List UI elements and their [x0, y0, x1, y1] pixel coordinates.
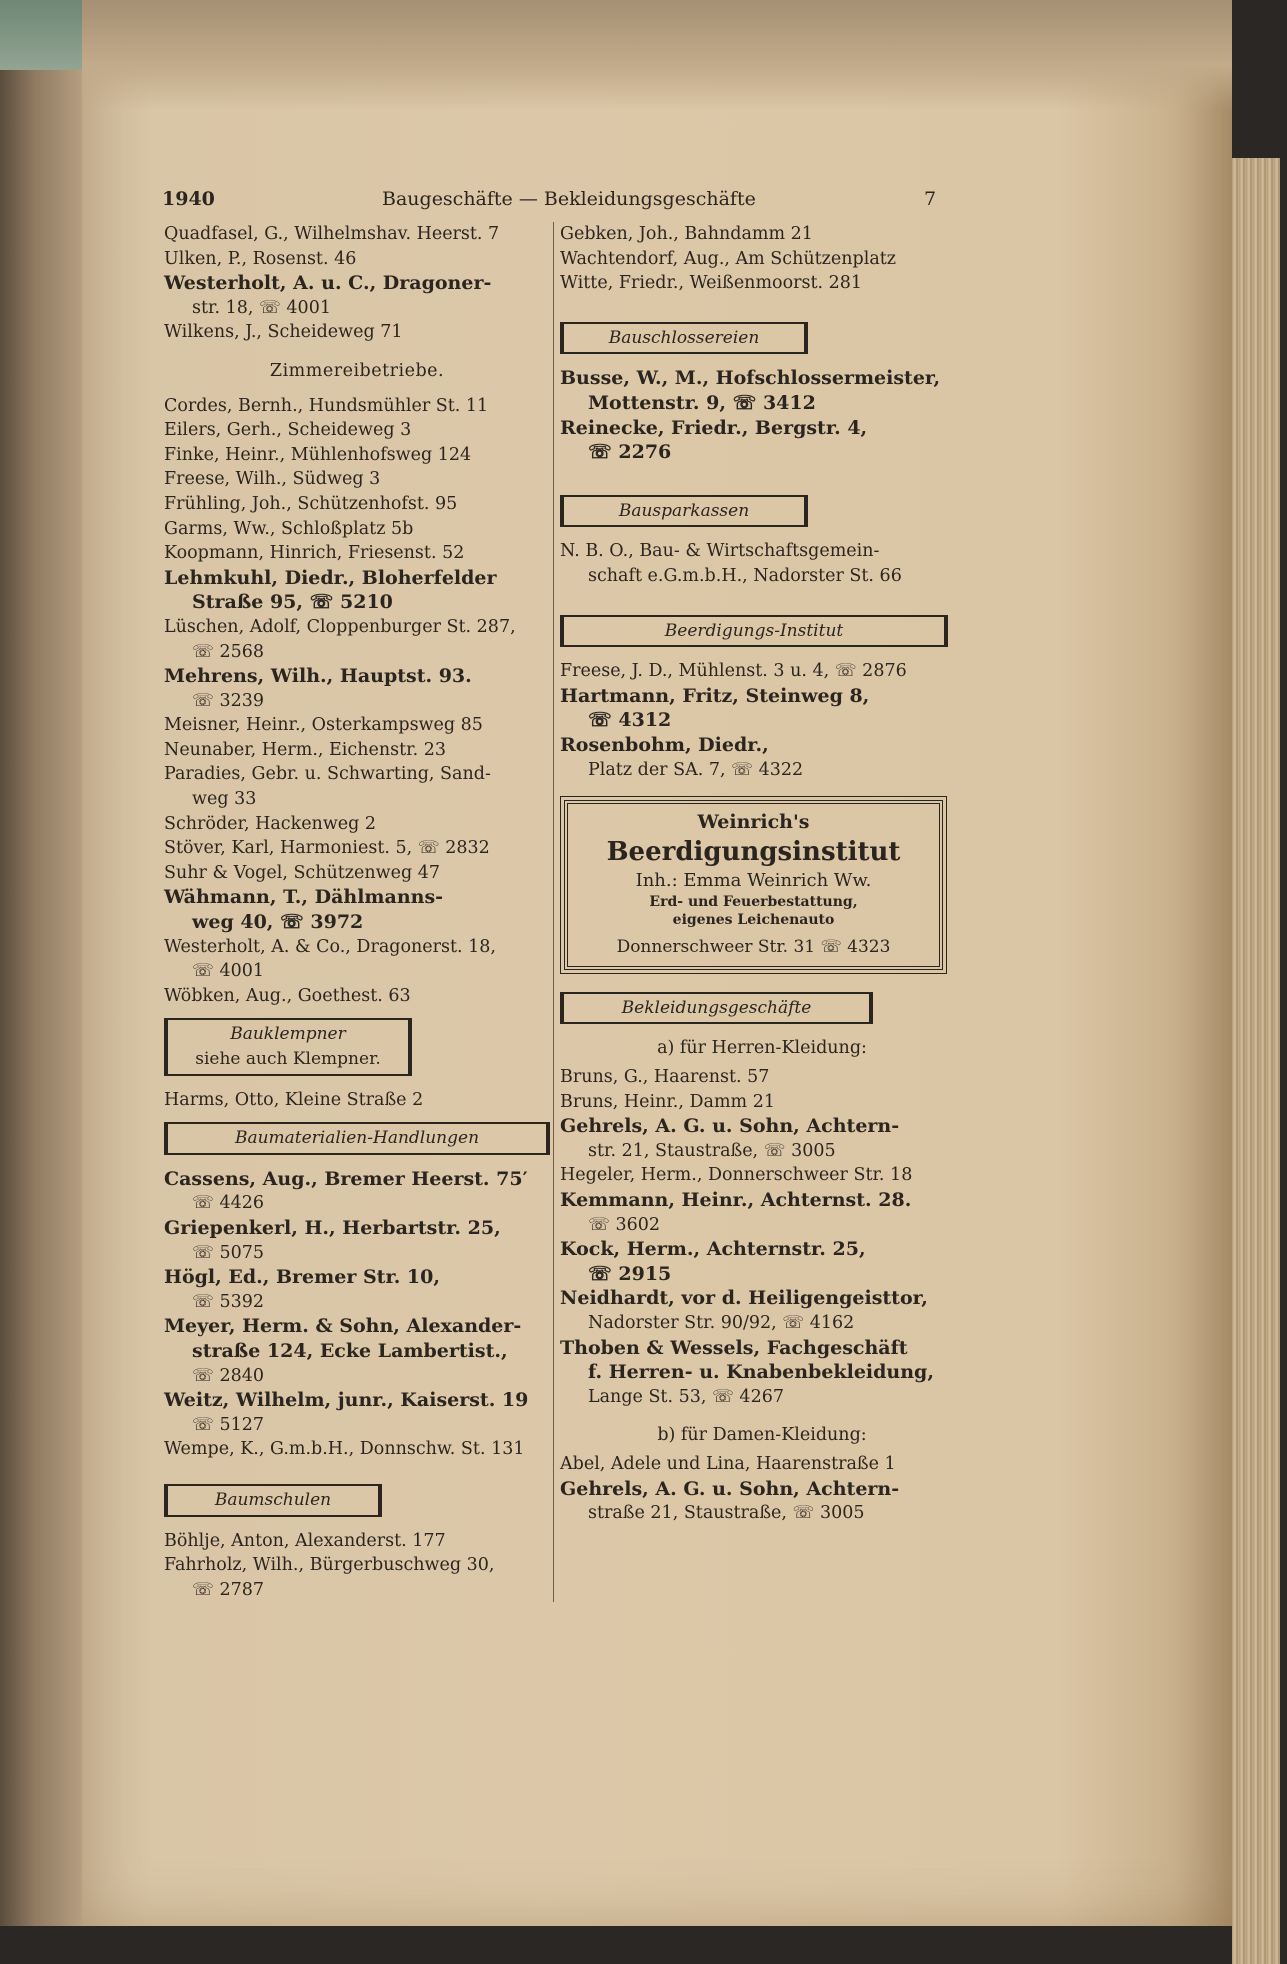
list-item: Bruns, G., Haarenst. 57	[560, 1067, 770, 1088]
list-item: Thoben & Wessels, Fachgeschäft	[560, 1336, 908, 1359]
page-stack-edge	[1232, 158, 1280, 1964]
section-box-baumschulen: Baumschulen	[164, 1484, 382, 1517]
list-item: Abel, Adele und Lina, Haarenstraße 1	[560, 1453, 896, 1474]
list-item: Böhlje, Anton, Alexanderst. 177	[164, 1530, 446, 1551]
list-item: Neunaber, Herm., Eichenstr. 23	[164, 739, 446, 760]
list-item: ☏ 3239	[192, 690, 264, 711]
list-item: Westerholt, A. & Co., Dragonerst. 18,	[164, 936, 496, 957]
list-item: Eilers, Gerh., Scheideweg 3	[164, 420, 412, 441]
list-item: Rosenbohm, Diedr.,	[560, 733, 769, 756]
list-item: ☏ 2840	[192, 1365, 264, 1386]
list-item: Cassens, Aug., Bremer Heerst. 75′	[164, 1167, 528, 1190]
ad-line: Erd- und Feuerbestattung,	[649, 894, 858, 911]
list-item: Cordes, Bernh., Hundsmühler St. 11	[164, 395, 489, 416]
list-item: Platz der SA. 7, ☏ 4322	[588, 759, 804, 780]
list-item: f. Herren- u. Knabenbekleidung,	[588, 1361, 934, 1384]
page-top-shadow	[82, 0, 1232, 110]
list-item: Meyer, Herm. & Sohn, Alexander-	[164, 1315, 522, 1338]
list-item: Lange St. 53, ☏ 4267	[588, 1386, 784, 1407]
list-item: Lüschen, Adolf, Cloppenburger St. 287,	[164, 616, 516, 637]
list-item: Freese, J. D., Mühlenst. 3 u. 4, ☏ 2876	[560, 661, 907, 682]
list-item: Ulken, P., Rosenst. 46	[164, 248, 357, 269]
section-box-title: Bauklempner	[230, 1024, 346, 1045]
list-item: Weitz, Wilhelm, junr., Kaiserst. 19	[164, 1389, 529, 1412]
list-item: Frühling, Joh., Schützenhofst. 95	[164, 493, 458, 514]
list-item: weg 33	[192, 789, 257, 810]
left-column	[164, 222, 550, 1602]
list-item: Wähmann, T., Dählmanns-	[164, 886, 444, 909]
section-heading: Zimmereibetriebe.	[269, 360, 445, 381]
list-item: Straße 95, ☏ 5210	[192, 591, 393, 614]
list-item: Schröder, Hackenweg 2	[164, 813, 377, 834]
list-item: Griepenkerl, H., Herbartstr. 25,	[164, 1216, 501, 1239]
list-item: weg 40, ☏ 3972	[192, 911, 364, 934]
list-item: Kemmann, Heinr., Achternst. 28.	[560, 1189, 912, 1212]
list-item: Fahrholz, Wilh., Bürgerbuschweg 30,	[164, 1555, 495, 1576]
list-item: Westerholt, A. u. C., Dragoner-	[164, 272, 492, 295]
list-item: Kock, Herm., Achternstr. 25,	[560, 1238, 866, 1261]
ad-headline: Beerdigungsinstitut	[606, 836, 901, 867]
list-item: Reinecke, Friedr., Bergstr. 4,	[560, 416, 868, 439]
section-box-note: siehe auch Klempner.	[195, 1049, 381, 1069]
list-item: ☏ 2276	[588, 441, 672, 464]
list-item: Neidhardt, vor d. Heiligengeisttor,	[560, 1287, 928, 1310]
section-box-baumaterialien: Baumaterialien-Handlungen	[164, 1122, 550, 1155]
header-title: Baugeschäfte — Bekleidungsgeschäfte	[382, 188, 756, 210]
list-item: str. 18, ☏ 4001	[192, 297, 331, 318]
list-item: ☏ 2568	[192, 641, 264, 662]
advertisement-box	[564, 800, 943, 970]
adjacent-page-edge	[0, 70, 86, 1926]
list-item: str. 21, Staustraße, ☏ 3005	[588, 1140, 836, 1161]
header-year: 1940	[162, 188, 215, 210]
ad-line: Weinrich's	[697, 811, 810, 834]
list-item: Gehrels, A. G. u. Sohn, Achtern-	[560, 1115, 900, 1138]
list-item: Quadfasel, G., Wilhelmshav. Heerst. 7	[164, 224, 500, 244]
list-item: Lehmkuhl, Diedr., Bloherfelder	[164, 566, 497, 589]
section-box-bekleidung: Bekleidungsgeschäfte	[560, 992, 873, 1025]
list-item: Harms, Otto, Kleine Straße 2	[164, 1089, 424, 1110]
list-item: Nadorster Str. 90/92, ☏ 4162	[588, 1313, 855, 1333]
list-item: ☏ 4001	[192, 961, 264, 982]
list-item: Bruns, Heinr., Damm 21	[560, 1091, 775, 1112]
list-item: Suhr & Vogel, Schützenweg 47	[164, 862, 441, 883]
page-header	[162, 188, 942, 218]
list-item: ☏ 2787	[192, 1579, 264, 1600]
list-item: ☏ 3602	[588, 1214, 660, 1235]
list-item: schaft e.G.m.b.H., Nadorster St. 66	[588, 565, 902, 586]
list-item: Wilkens, J., Scheideweg 71	[164, 322, 403, 343]
right-column	[560, 222, 964, 1526]
list-item: Gebken, Joh., Bahndamm 21	[560, 224, 813, 244]
subsection-heading: b) für Damen-Kleidung:	[657, 1425, 867, 1446]
section-box-bauschlossereien: Bauschlossereien	[560, 322, 808, 355]
ad-line: Donnerschweer Str. 31 ☏ 4323	[616, 937, 891, 958]
list-item: ☏ 4426	[192, 1193, 264, 1214]
subsection-heading: a) für Herren-Kleidung:	[657, 1038, 867, 1059]
green-tab	[0, 0, 92, 70]
ad-line: eigenes Leichenauto	[672, 912, 835, 929]
list-item: ☏ 5392	[192, 1291, 264, 1312]
list-item: Paradies, Gebr. u. Schwarting, Sand-	[164, 764, 491, 785]
list-item: ☏ 4312	[588, 709, 672, 732]
column-divider	[553, 222, 554, 1602]
list-item: Garms, Ww., Schloßplatz 5b	[164, 518, 414, 539]
list-item: Mehrens, Wilh., Hauptst. 93.	[164, 665, 472, 688]
list-item: N. B. O., Bau- & Wirtschaftsgemein-	[560, 541, 880, 562]
list-item: Witte, Friedr., Weißenmoorst. 281	[560, 273, 863, 294]
list-item: Wempe, K., G.m.b.H., Donnschw. St. 131	[164, 1439, 525, 1460]
list-item: straße 21, Staustraße, ☏ 3005	[588, 1503, 865, 1524]
list-item: Högl, Ed., Bremer Str. 10,	[164, 1266, 440, 1289]
list-item: Hegeler, Herm., Donnerschweer Str. 18	[560, 1165, 913, 1186]
list-item: Meisner, Heinr., Osterkampsweg 85	[164, 715, 483, 736]
ad-line: Inh.: Emma Weinrich Ww.	[635, 869, 872, 891]
list-item: Mottenstr. 9, ☏ 3412	[588, 391, 816, 414]
list-item: Freese, Wilh., Südweg 3	[164, 469, 381, 490]
list-item: ☏ 2915	[588, 1262, 672, 1285]
list-item: Hartmann, Fritz, Steinweg 8,	[560, 684, 870, 707]
list-item: Gehrels, A. G. u. Sohn, Achtern-	[560, 1477, 900, 1500]
list-item: ☏ 5075	[192, 1242, 264, 1263]
page-number: 7	[924, 188, 937, 210]
list-item: Wachtendorf, Aug., Am Schützenplatz	[560, 248, 897, 269]
list-item: straße 124, Ecke Lambertist.,	[192, 1339, 508, 1362]
section-box-bauklempner	[164, 1018, 412, 1075]
list-item: Stöver, Karl, Harmoniest. 5, ☏ 2832	[164, 838, 490, 859]
list-item: Wöbken, Aug., Goethest. 63	[164, 985, 411, 1006]
list-item: Koopmann, Hinrich, Friesenst. 52	[164, 543, 465, 564]
list-item: ☏ 5127	[192, 1414, 264, 1435]
list-item: Busse, W., M., Hofschlossermeister,	[560, 367, 941, 390]
section-box-bausparkassen: Bausparkassen	[560, 495, 808, 528]
list-item: Finke, Heinr., Mühlenhofsweg 124	[164, 444, 472, 465]
section-box-beerdigung: Beerdigungs-Institut	[560, 615, 948, 648]
